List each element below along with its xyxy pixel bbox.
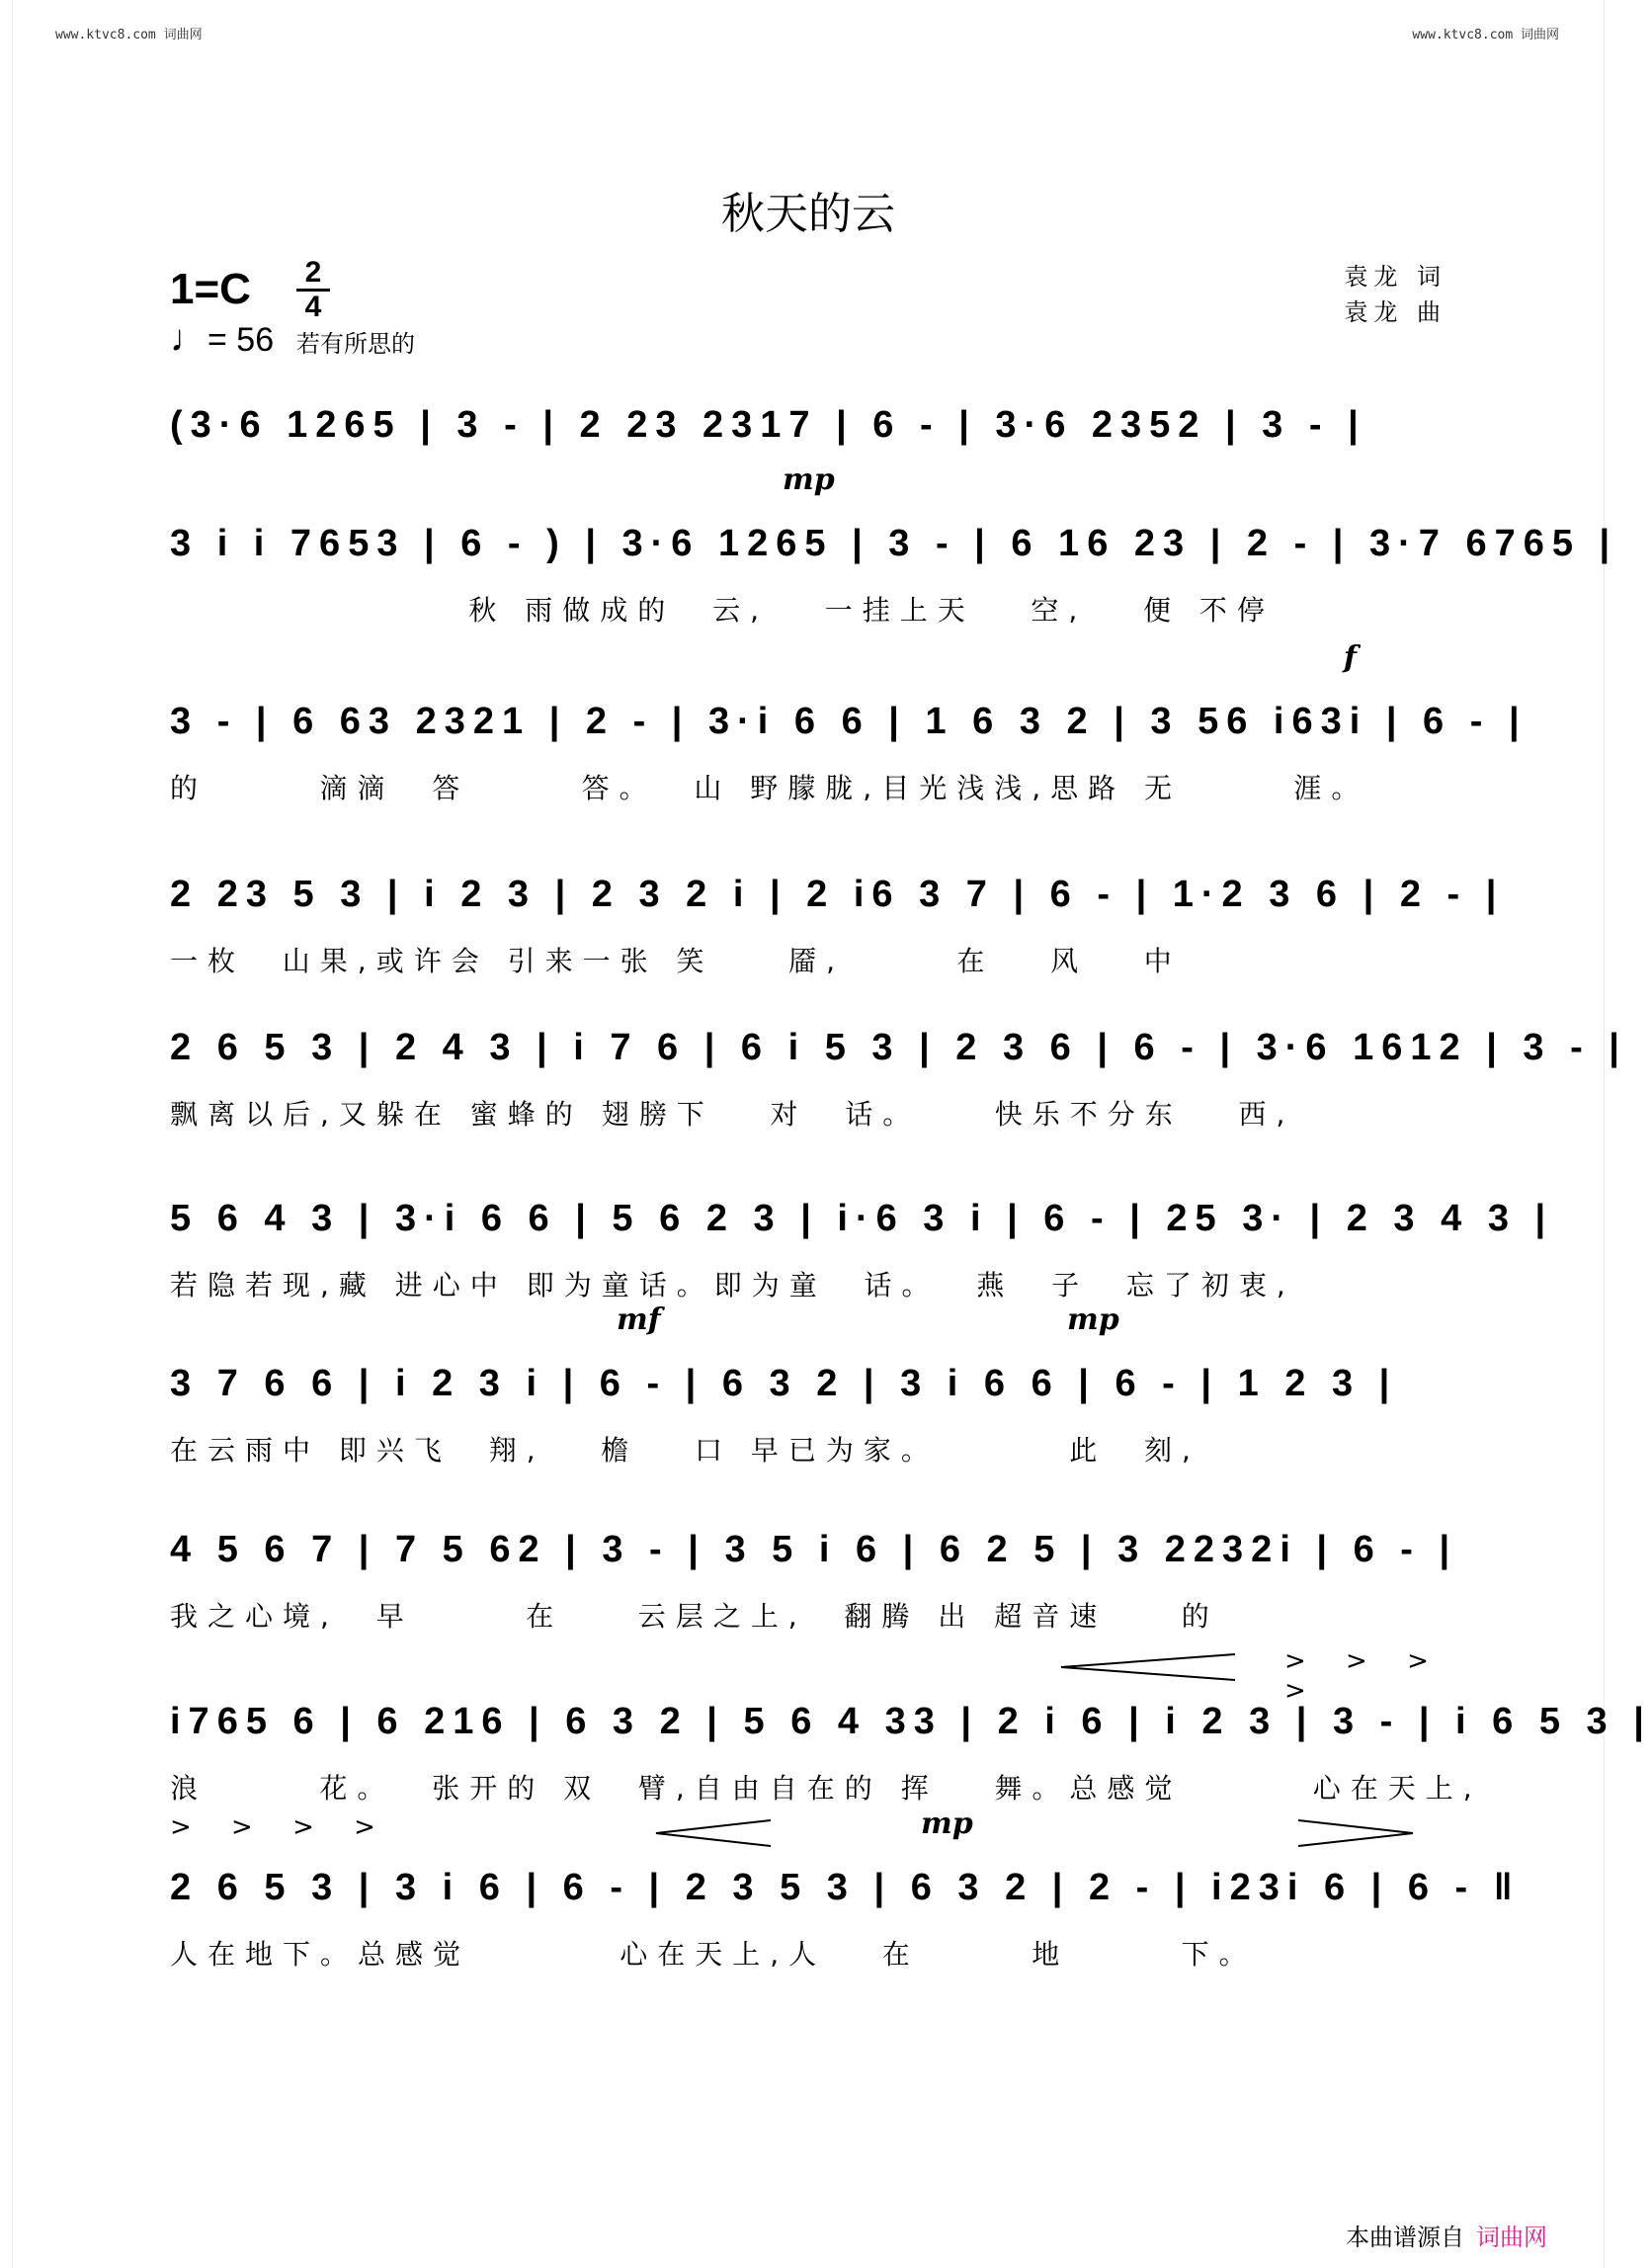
- score-system-4: [170, 865, 1505, 1013]
- lyrics-line: 秋 雨做成的 云, 一挂上天 空, 便 不停: [170, 594, 1275, 627]
- score-system-10: [170, 1806, 1521, 2006]
- score-system-6: [170, 1189, 1554, 1337]
- score-system-7: [170, 1302, 1450, 1502]
- lyrics-line: 若隐若现,藏 进心中 即为童话。即为童 话。 燕 子 忘了初衷,: [170, 1269, 1295, 1302]
- lyrics-line: 我之心境, 早 在 云层之上, 翻腾 出 超音速 的: [170, 1600, 1219, 1633]
- notation-line: 2 6 5 3 | 2 4 3 | i 7 6 | 6 i 5 3 | 2 3 6 | 6 - | 3·6 1612 | 3 - |: [170, 1027, 1627, 1068]
- dynamic-mark: mp: [783, 462, 835, 497]
- key-signature: 1=C: [170, 265, 251, 313]
- notation-line: (3·6 1265 | 3 - | 2 23 2317 | 6 - | 3·6 2352 | 3 - |: [170, 404, 1366, 446]
- right-watermark-strip: [1604, 0, 1616, 2268]
- credits: [1344, 259, 1446, 330]
- crescendo-hairpin: [1059, 1652, 1237, 1682]
- quarter-note-icon: ♩: [170, 318, 207, 360]
- song-title: 秋天的云: [721, 190, 895, 238]
- tempo-value: = 56: [207, 321, 275, 359]
- footer-source-label: 本曲谱源自: [1346, 2224, 1464, 2251]
- lyricist-credit: 袁龙 词: [1344, 263, 1446, 291]
- score-system-3: [170, 640, 1528, 840]
- lyrics-line: 一枚 山果,或许会 引来一张 笑 靥, 在 风 中: [170, 945, 1182, 977]
- dynamic-mark: f: [1344, 640, 1357, 675]
- accent-marks: > > > >: [1284, 1646, 1445, 1706]
- tempo-marking: [170, 318, 274, 361]
- notation-line: 3 7 6 6 | i 2 3 i | 6 - | 6 3 2 | 3 i 6 6 | 6 - | 1 2 3 |: [170, 1363, 1398, 1404]
- notation-line: i765 6 | 6 216 | 6 3 2 | 5 6 4 33 | 2 i 6 | i 2 3 | 3 - | i 6 5 3 |: [170, 1701, 1652, 1742]
- lyrics-line: 浪 花。 张开的 双 臂,自由自在的 挥 舞。总感觉 心在天上,: [170, 1772, 1482, 1805]
- notation-line: 2 6 5 3 | 3 i 6 | 6 - | 2 3 5 3 | 6 3 2 | 2 - | i23i 6 | 6 - ‖: [170, 1867, 1521, 1908]
- lyrics-line: 的 滴滴 答 答。 山 野朦胧,目光浅浅,思路 无 涯。: [170, 772, 1369, 804]
- score-system-5: [170, 1018, 1627, 1166]
- time-signature-top: 2: [304, 256, 322, 289]
- dynamic-mark-second: mp: [1067, 1302, 1119, 1337]
- score-system-8: [170, 1520, 1458, 1668]
- dynamic-mark: mp: [921, 1806, 973, 1841]
- notation-line: 4 5 6 7 | 7 5 62 | 3 - | 3 5 i 6 | 6 2 5 | 3 2232i | 6 - |: [170, 1529, 1458, 1570]
- left-watermark-strip: [0, 0, 13, 2268]
- composer-credit: 袁龙 曲: [1344, 298, 1446, 326]
- score-system-2: [170, 462, 1618, 662]
- decrescendo-hairpin: [1296, 1818, 1415, 1848]
- accent-marks: > > > >: [170, 1812, 391, 1842]
- expression-text: 若有所思的: [296, 331, 415, 358]
- crescendo-hairpin: [654, 1818, 773, 1848]
- site-header-left[interactable]: www.ktvc8.com 词曲网: [55, 28, 203, 42]
- lyrics-line: 在云雨中 即兴飞 翔, 檐 口 早已为家。 此 刻,: [170, 1434, 1200, 1467]
- footer-brand-link[interactable]: 词曲网: [1476, 2224, 1547, 2251]
- site-header-right[interactable]: www.ktvc8.com 词曲网: [1412, 28, 1559, 42]
- notation-line: 3 i i 7653 | 6 - ) | 3·6 1265 | 3 - | 6 16 23 | 2 - | 3·7 6765 |: [170, 523, 1618, 564]
- dynamic-mark: mf: [617, 1302, 661, 1337]
- notation-line: 2 23 5 3 | i 2 3 | 2 3 2 i | 2 i6 3 7 | 6 - | 1·2 3 6 | 2 - |: [170, 874, 1505, 915]
- notation-line: 3 - | 6 63 2321 | 2 - | 3·i 6 6 | 1 6 3 2 | 3 56 i63i | 6 - |: [170, 701, 1528, 742]
- footer-source: [1346, 2218, 1547, 2252]
- notation-line: 5 6 4 3 | 3·i 6 6 | 5 6 2 3 | i·6 3 i | 6 - | 25 3· | 2 3 4 3 |: [170, 1198, 1554, 1239]
- lyrics-line: 人在地下。总感觉 心在天上,人 在 地 下。: [170, 1938, 1257, 1971]
- time-signature: [296, 256, 330, 323]
- time-signature-bottom: 4: [304, 291, 322, 323]
- lyrics-line: 飘离以后,又躲在 蜜蜂的 翅膀下 对 话。 快乐不分东 西,: [170, 1098, 1295, 1131]
